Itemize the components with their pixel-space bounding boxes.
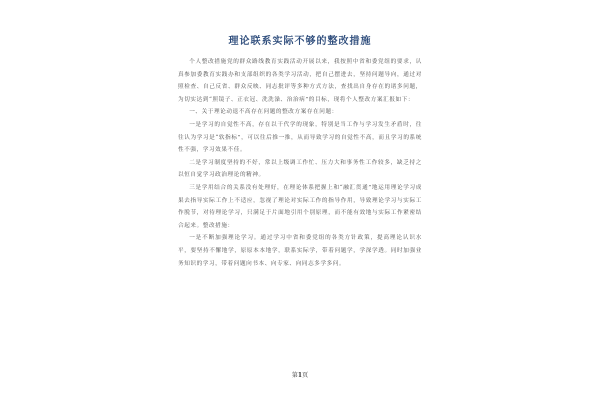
paragraph-measure-1: 一是不断加强理论学习。通过学习中省和委党组的各类方针政策，提高理论认识水平，要坚持不懈地学，原原本本地学，联系实际学，带着问题学，学深学透。同时加强业务知识的学习，带着问题向书本、向专家、向同志多学多问。: [178, 235, 422, 267]
page-number: 1: [297, 372, 303, 379]
document-body: [178, 56, 422, 270]
paragraph-intro: 个人整改措施党的群众路线教育实践活动开展以来，我按照中省和委党组的要求，认真参加委教育实践办和支部组织的各类学习活动，把自己摆进去，坚持问题导向，通过对照检查、自己反省、群众反映、同志批评等多种方式方法，查找出自身存在的诸多问题，为切实达到“照镜子、正衣冠、洗洗澡、治治病”的目标，现将个人整改方案汇报如下：: [178, 59, 422, 103]
paragraph-problem-1: 一是学习的自觉性不高，存在以干代学的现象，特别是当工作与学习发生矛盾时，往往认为学习是“软指标”，可以往后推一推，从而导致学习的自觉性不高，而且学习的系统性不强，学习效果不佳。: [178, 121, 422, 154]
paragraph-problem-2: 二是学习制度坚持的不好，常以上级调工作忙、压力大和事务性工作较多，缺乏持之以恒自觉学习政治理论的精神。: [178, 159, 422, 179]
document-title: 理论联系实际不够的整改措施: [228, 36, 372, 47]
footer-suffix: 页: [302, 372, 309, 379]
paragraph-problem-3: 三是学用结合的关系没有处理好，在理论体系把握上和“融汇贯通”地运用理论学习成果去指导实际工作上不适应，忽视了理论对实际工作的指导作用，导致理论学习与实际工作脱节，对待理论学习，只满足于片面地引用个别原理，而不能有效地与实际工作紧密结合起来。整改措施：: [178, 184, 422, 229]
paragraph-section-heading: 一、关于理论动退不高存在问题的整改方案存在问题：: [189, 109, 338, 116]
page-footer: [0, 372, 600, 380]
footer-prefix: 第: [291, 372, 298, 379]
